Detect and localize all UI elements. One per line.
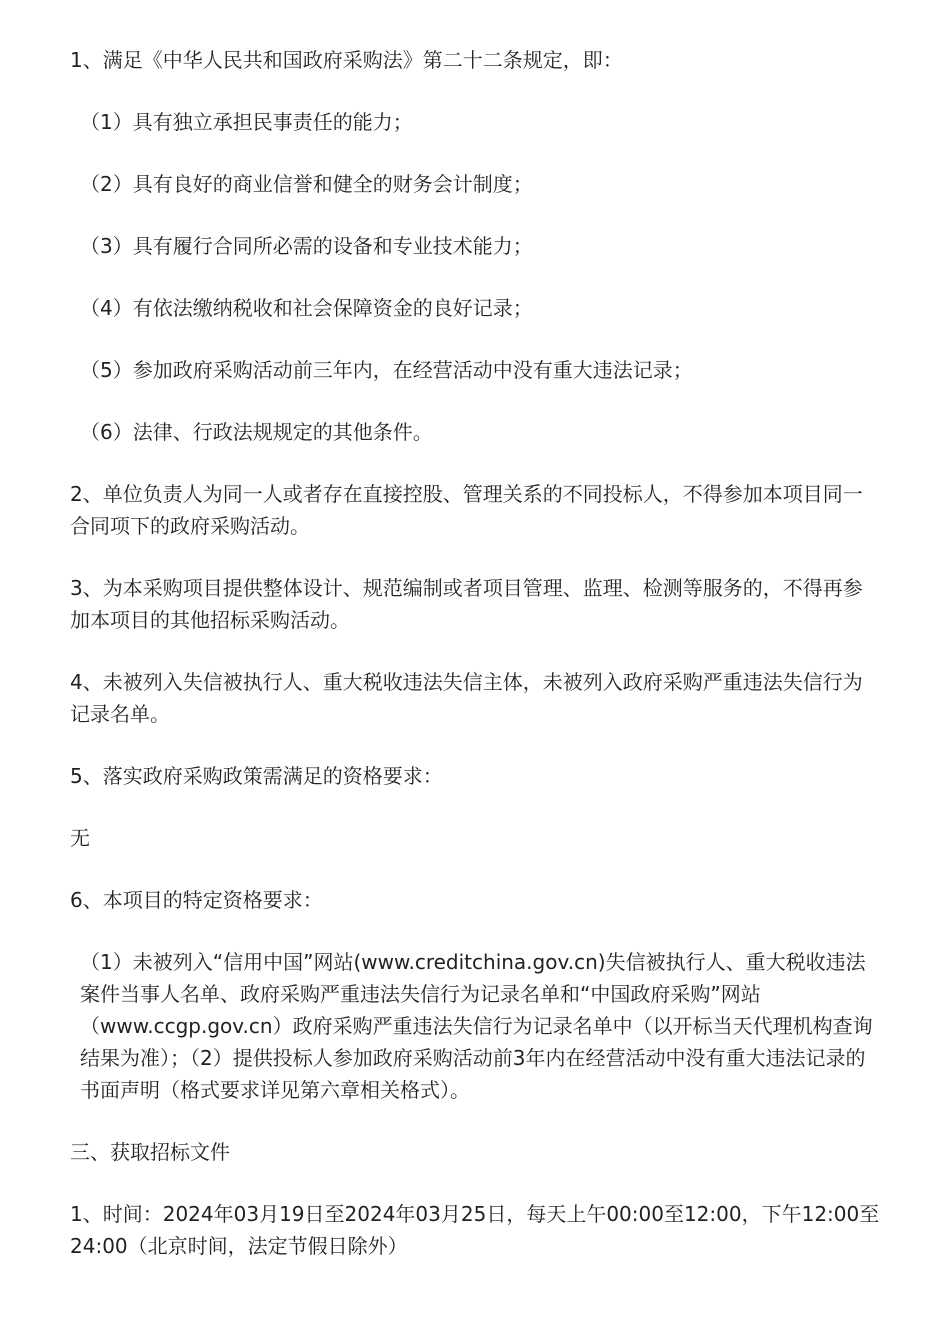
document-body — [70, 44, 880, 1292]
paragraph-requirement-1-item-4: （4）有依法缴纳税收和社会保障资金的良好记录； — [80, 296, 533, 320]
paragraph-requirement-5: 5、落实政府采购政策需满足的资格要求： — [70, 764, 443, 788]
paragraph-requirement-3: 3、为本采购项目提供整体设计、规范编制或者项目管理、监理、检测等服务的，不得再参加本项目的其他招标采购活动。 — [70, 576, 863, 632]
paragraph-requirement-6: 6、本项目的特定资格要求： — [70, 888, 323, 912]
paragraph-requirement-6-details: （1）未被列入“信用中国”网站(www.creditchina.gov.cn)失信被执行人、重大税收违法案件当事人名单、政府采购严重违法失信行为记录名单和“中国政府采购”网站（www.ccgp.gov.cn）政府采购严重违法失信行为记录名单中（以开标当天代理机构查询结果为准）；（2）提供投标人参加政府采购活动前3年内在经营活动中没有重大违法记录的书面声明（格式要求详见第六章相关格式）。 — [80, 950, 873, 1102]
paragraph-requirement-1-item-1: （1）具有独立承担民事责任的能力； — [80, 110, 413, 134]
paragraph-requirement-1-item-3: （3）具有履行合同所必需的设备和专业技术能力； — [80, 234, 533, 258]
paragraph-requirement-1-item-6: （6）法律、行政法规规定的其他条件。 — [80, 420, 433, 444]
paragraph-requirement-1-item-2: （2）具有良好的商业信誉和健全的财务会计制度； — [80, 172, 533, 196]
paragraph-requirement-4: 4、未被列入失信被执行人、重大税收违法失信主体，未被列入政府采购严重违法失信行为记录名单。 — [70, 670, 863, 726]
section-heading-obtain-documents: 三、获取招标文件 — [70, 1140, 230, 1164]
paragraph-obtain-time: 1、时间：2024年03月19日至2024年03月25日，每天上午00:00至12:00，下午12:00至24:00（北京时间，法定节假日除外） — [70, 1202, 880, 1258]
paragraph-requirement-2: 2、单位负责人为同一人或者存在直接控股、管理关系的不同投标人，不得参加本项目同一合同项下的政府采购活动。 — [70, 482, 863, 538]
paragraph-requirement-1-item-5: （5）参加政府采购活动前三年内，在经营活动中没有重大违法记录； — [80, 358, 693, 382]
paragraph-requirement-5-none: 无 — [70, 826, 90, 850]
paragraph-requirement-1: 1、满足《中华人民共和国政府采购法》第二十二条规定，即： — [70, 48, 623, 72]
